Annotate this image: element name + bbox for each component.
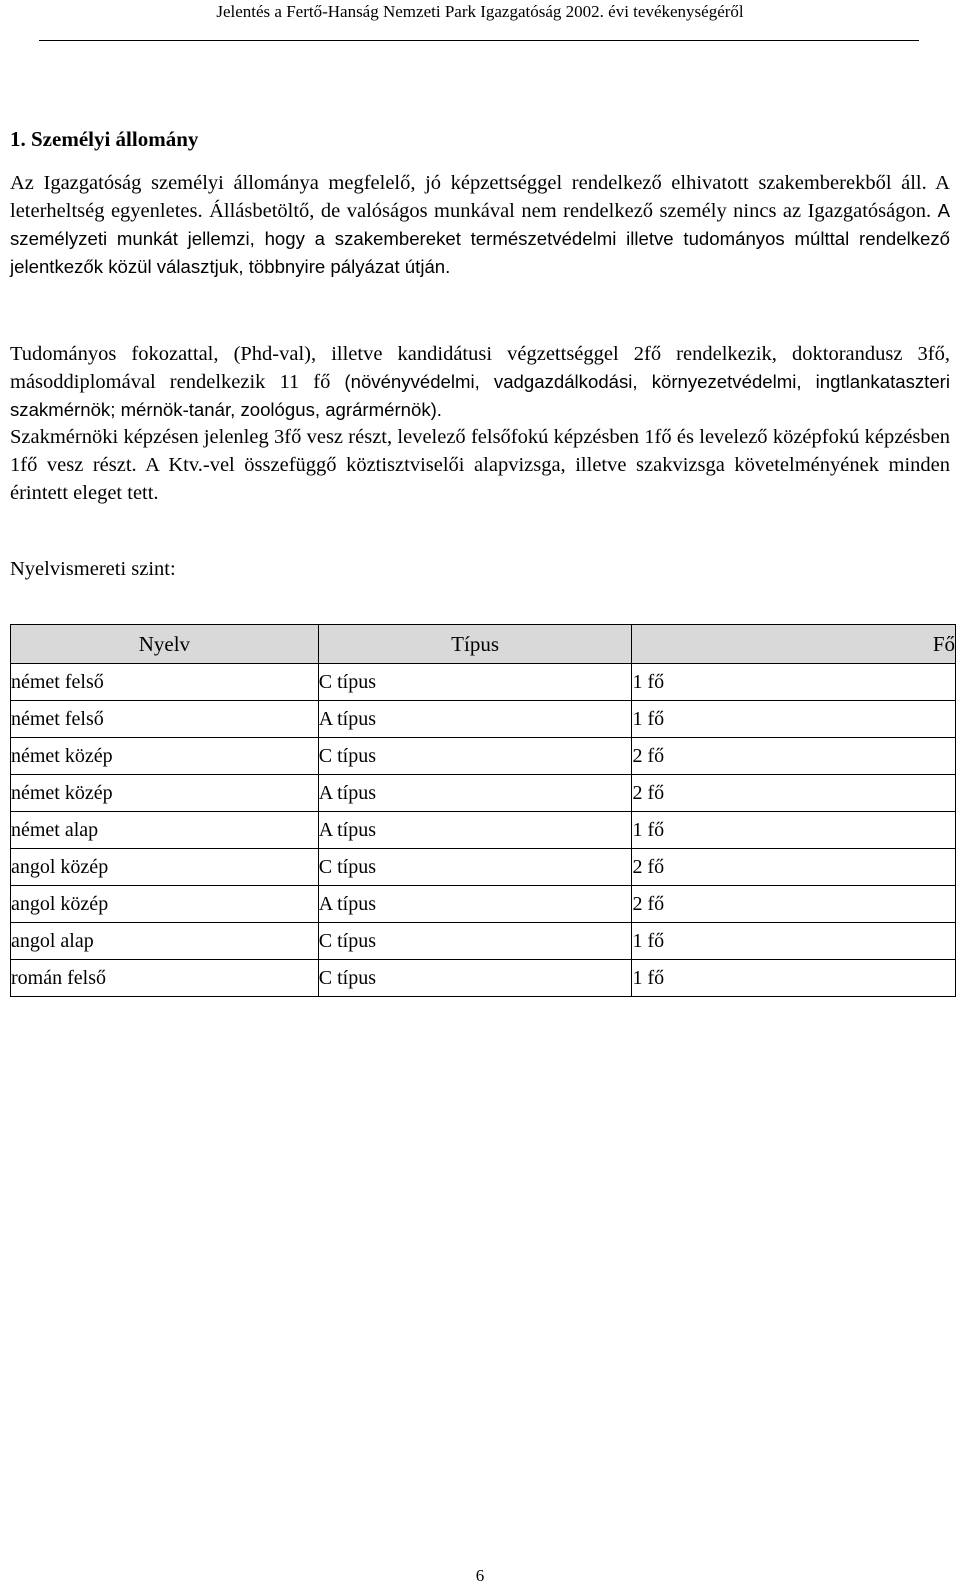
cell-count: 1 fő [632,923,956,960]
cell-language: német közép [11,775,319,812]
cell-type: A típus [318,886,632,923]
cell-count: 2 fő [632,849,956,886]
column-header-type: Típus [318,625,632,664]
header-rule [39,40,919,41]
paragraph-training: Szakmérnöki képzésen jelenleg 3fő vesz részt, levelező felsőfokú képzésben 1fő és levelező középfokú képzésben 1fő vesz részt. A Ktv.-vel összefüggő köztisztviselői alapvizsga, illetve szakvizsga követelményének minden érintett eleget tett. [10,426,950,504]
paragraph-qualifications-text: Tudományos fokozattal, (Phd-val), illetve kandidátusi végzettséggel 2fő rendelkezik, doktorandusz 3fő, másoddiplomával rendelkezik 11 fő [10,343,950,393]
section-title: 1. Személyi állomány [10,127,199,151]
cell-count: 2 fő [632,886,956,923]
cell-count: 1 fő [632,812,956,849]
cell-count: 1 fő [632,960,956,997]
table-row [11,849,956,886]
cell-type: C típus [318,849,632,886]
table-row [11,812,956,849]
running-header: Jelentés a Fertő-Hanság Nemzeti Park Igazgatóság 2002. évi tevékenységéről [216,2,744,21]
paragraph-staff-overview-text: Az Igazgatóság személyi állománya megfelelő, jó képzettséggel rendelkező elhivatott szakemberekből áll. A leterheltség egyenletes. Állásbetöltő, de valóságos munkával nem rendelkező személy nincs az Igazgatóságon. [10,172,950,222]
cell-type: C típus [318,738,632,775]
table-row [11,775,956,812]
table-header-row [11,625,956,664]
cell-type: C típus [318,923,632,960]
cell-language: angol közép [11,886,319,923]
cell-type: A típus [318,701,632,738]
cell-language: német közép [11,738,319,775]
language-level-label: Nyelvismereti szint: [10,558,176,580]
paragraph-staff-selection-text: A személyzeti munkát jellemzi, hogy a szakembereket természetvédelmi illetve tudományos múlttal rendelkező jelentkezők közül választjuk, többnyire pályázat útján. [10,200,951,277]
table-row [11,664,956,701]
table-row [11,960,956,997]
cell-type: C típus [318,664,632,701]
cell-language: német felső [11,701,319,738]
cell-language: angol alap [11,923,319,960]
table-row [11,923,956,960]
column-header-language: Nyelv [11,625,319,664]
paragraph-qualifications [10,340,950,424]
cell-count: 2 fő [632,738,956,775]
paragraph-qualifications-detail: (növényvédelmi, vadgazdálkodási, környezetvédelmi, ingtlankataszteri szakmérnök; mérnök-tanár, zoológus, agrármérnök). [10,371,950,420]
cell-type: C típus [318,960,632,997]
table-row [11,701,956,738]
cell-language: német felső [11,664,319,701]
language-skills-table [10,624,956,997]
cell-count: 2 fő [632,775,956,812]
cell-language: német alap [11,812,319,849]
cell-type: A típus [318,812,632,849]
table-row [11,738,956,775]
column-header-count: Fő [632,625,956,664]
cell-count: 1 fő [632,664,956,701]
cell-language: román felső [11,960,319,997]
paragraph-staff-overview [10,169,950,281]
page-number: 6 [475,1566,485,1585]
cell-type: A típus [318,775,632,812]
cell-language: angol közép [11,849,319,886]
table-row [11,886,956,923]
cell-count: 1 fő [632,701,956,738]
